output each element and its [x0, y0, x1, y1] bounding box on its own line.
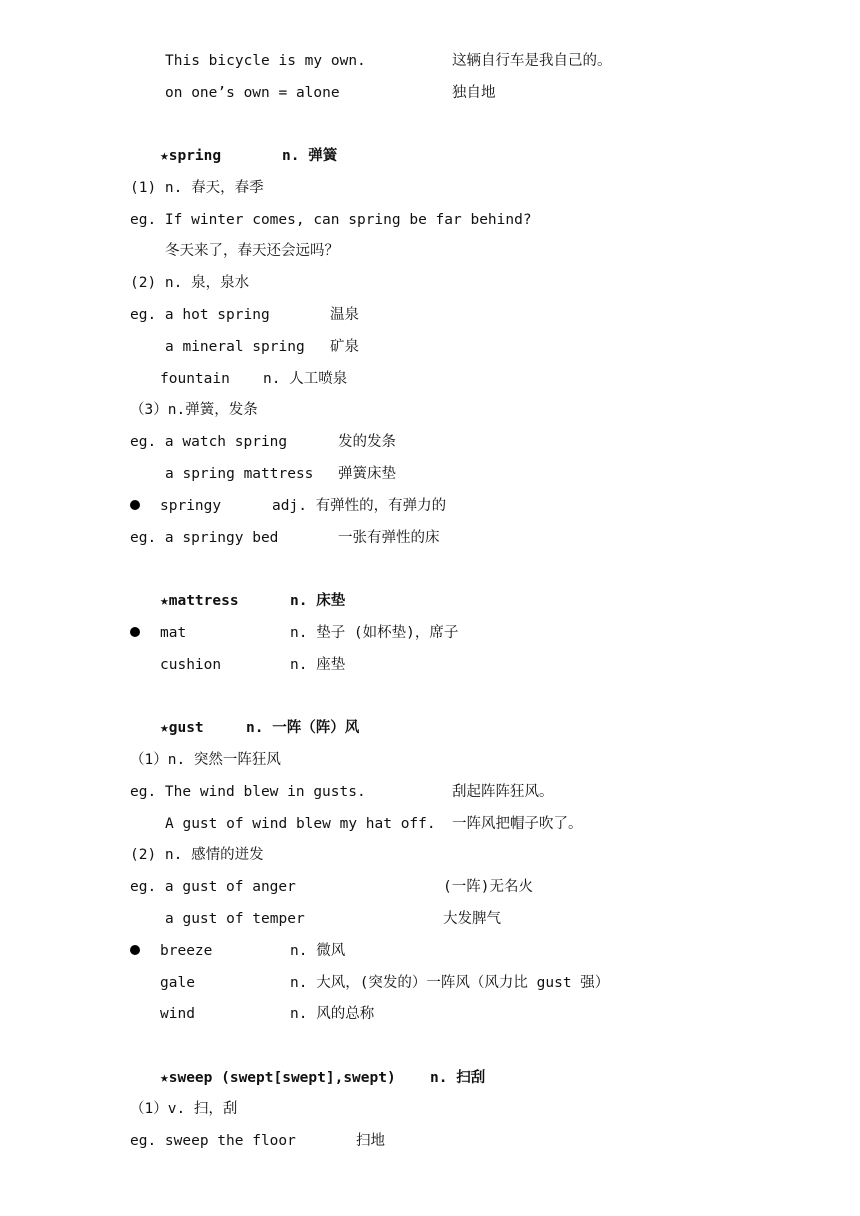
related-word: wind	[160, 1006, 195, 1022]
related-definition: n. 微风	[290, 943, 346, 959]
related-definition: n. 大风，(突发的）一阵风（风力比 gust 强）	[290, 975, 610, 991]
entry-headword: ★spring	[160, 148, 222, 164]
related-definition: n. 人工喷泉	[263, 371, 348, 387]
example-sentence: eg. The wind blew in gusts.	[130, 784, 366, 800]
example-sentence: eg. If winter comes, can spring be far behind?	[130, 212, 532, 228]
related-word: springy	[160, 498, 222, 514]
translation: 一阵风把帽子吹了。	[452, 816, 583, 832]
example-phrase: eg. a hot spring	[130, 307, 270, 323]
related-word: breeze	[160, 943, 213, 959]
entry-headword: ★gust	[160, 720, 204, 736]
translation: 独自地	[452, 85, 496, 101]
example-phrase: a gust of temper	[165, 911, 305, 927]
related-word: fountain	[160, 371, 230, 387]
related-word: cushion	[160, 657, 222, 673]
sense-heading: (2) n. 感情的迸发	[130, 847, 264, 863]
example-phrase: eg. a watch spring	[130, 434, 288, 450]
entry-headword: ★mattress	[160, 593, 239, 609]
sense-heading: （3）n.弹簧，发条	[130, 402, 258, 418]
example-phrase: on one’s own = alone	[165, 85, 340, 101]
entry-definition: n. 床垫	[290, 593, 346, 609]
sense-heading: （1）v. 扫，刮	[130, 1101, 238, 1117]
bullet-icon	[130, 500, 140, 510]
translation: 大发脾气	[443, 911, 501, 927]
example-phrase: a spring mattress	[165, 466, 314, 482]
bullet-icon	[130, 945, 140, 955]
bullet-icon	[130, 627, 140, 637]
translation: 一张有弹性的床	[338, 530, 440, 546]
entry-headword: ★sweep (swept[swept],swept)	[160, 1070, 396, 1086]
translation: 这辆自行车是我自己的。	[452, 53, 612, 69]
related-word: mat	[160, 625, 187, 641]
related-definition: n. 垫子 (如杯垫)，席子	[290, 625, 459, 641]
related-definition: n. 风的总称	[290, 1006, 375, 1022]
entry-definition: n. 扫刮	[430, 1070, 486, 1086]
entry-definition: n. 一阵（阵）风	[246, 720, 360, 736]
sense-heading: (1) n. 春天，春季	[130, 180, 264, 196]
sense-heading: (2) n. 泉，泉水	[130, 275, 250, 291]
example-phrase: eg. sweep the floor	[130, 1133, 296, 1149]
related-word: gale	[160, 975, 195, 991]
example-phrase: eg. a springy bed	[130, 530, 279, 546]
example-phrase: eg. a gust of anger	[130, 879, 296, 895]
translation: 发的发条	[338, 434, 396, 450]
translation: 冬天来了，春天还会远吗？	[165, 243, 339, 259]
entry-definition: n. 弹簧	[282, 148, 338, 164]
translation: 刮起阵阵狂风。	[452, 784, 554, 800]
translation: 矿泉	[330, 339, 359, 355]
translation: 弹簧床垫	[338, 466, 396, 482]
related-definition: adj. 有弹性的，有弹力的	[272, 498, 447, 514]
example-phrase: a mineral spring	[165, 339, 305, 355]
example-sentence: This bicycle is my own.	[165, 53, 366, 69]
translation: 扫地	[356, 1133, 385, 1149]
example-sentence: A gust of wind blew my hat off.	[165, 816, 436, 832]
sense-heading: （1）n. 突然一阵狂风	[130, 752, 281, 768]
translation: (一阵)无名火	[443, 879, 533, 895]
translation: 温泉	[330, 307, 359, 323]
related-definition: n. 座垫	[290, 657, 346, 673]
